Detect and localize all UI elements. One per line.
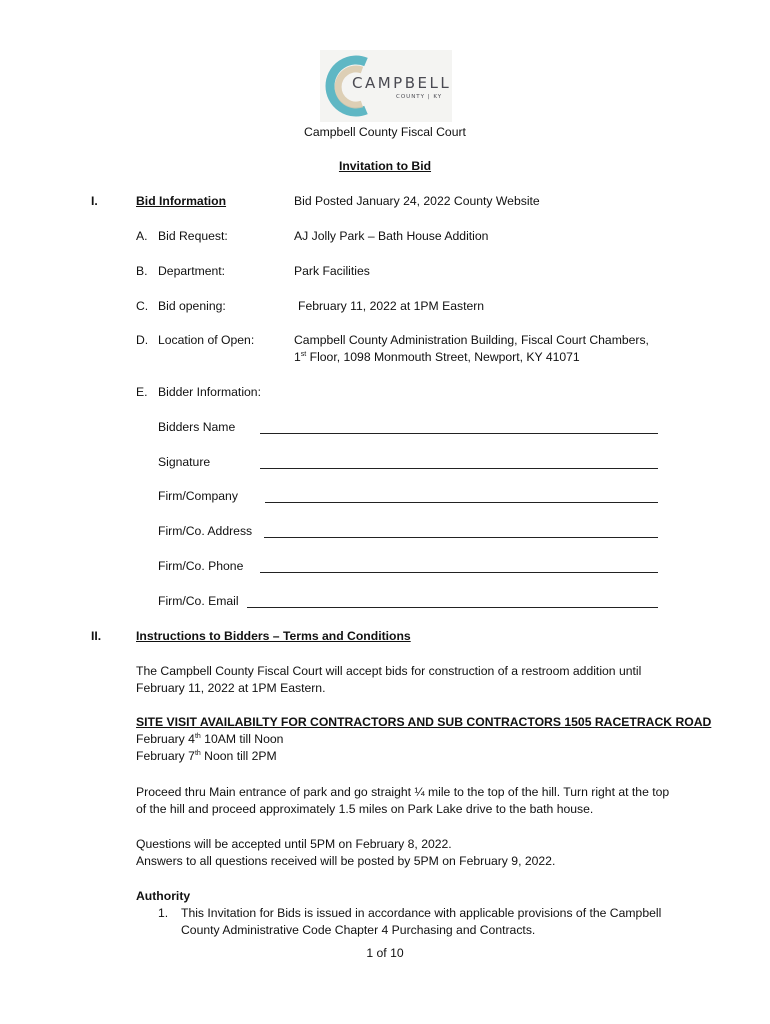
site-visit-date-2: February 7th Noon till 2PM — [136, 749, 277, 763]
field-label-signature: Signature — [158, 455, 211, 469]
firm-phone-line[interactable] — [260, 572, 658, 573]
questions-line-1: Questions will be accepted until 5PM on February 8, 2022. — [136, 837, 452, 851]
item-e-label: Bidder Information: — [158, 385, 261, 399]
item-c-value: February 11, 2022 at 1PM Eastern — [298, 299, 485, 313]
bid-posted: Bid Posted January 24, 2022 County Website — [294, 194, 540, 208]
item-b-letter: B. — [136, 264, 148, 278]
page-number: 1 of 10 — [366, 946, 404, 960]
section-2-heading: Instructions to Bidders – Terms and Conditions — [136, 629, 411, 643]
section-2-numeral: II. — [91, 629, 102, 643]
item-a-letter: A. — [136, 229, 148, 243]
field-label-firm-email: Firm/Co. Email — [158, 594, 239, 608]
logo-subtitle: COUNTY | KY — [396, 94, 443, 100]
logo-wordmark: CAMPBELL — [352, 74, 452, 92]
item-c-letter: C. — [136, 299, 149, 313]
authority-heading: Authority — [136, 889, 191, 903]
site-visit-date-1: February 4th 10AM till Noon — [136, 732, 284, 746]
site-visit-heading: SITE VISIT AVAILABILTY FOR CONTRACTORS AND SUB CONTRACTORS 1505 RACETRACK ROAD — [136, 715, 712, 729]
firm-email-line[interactable] — [247, 607, 658, 608]
field-label-firm-address: Firm/Co. Address — [158, 524, 253, 538]
intro-line-1: The Campbell County Fiscal Court will accept bids for construction of a restroom addition until — [136, 664, 642, 678]
item-d-letter: D. — [136, 333, 149, 347]
authority-line-1: This Invitation for Bids is issued in accordance with applicable provisions of the Campbell — [181, 906, 662, 920]
item-d-value-line2: 1st Floor, 1098 Monmouth Street, Newport, KY 41071 — [294, 350, 580, 364]
bidders-name-line[interactable] — [260, 433, 658, 434]
item-c-label: Bid opening: — [158, 299, 226, 313]
section-1-numeral: I. — [91, 194, 98, 208]
directions-line-2: of the hill and proceed approximately 1.5 miles on Park Lake drive to the bath house. — [136, 802, 594, 816]
questions-line-2: Answers to all questions received will be posted by 5PM on February 9, 2022. — [136, 854, 556, 868]
field-label-bidders-name: Bidders Name — [158, 420, 236, 434]
intro-line-2: February 11, 2022 at 1PM Eastern. — [136, 681, 326, 695]
item-d-value: Campbell County Administration Building, Fiscal Court Chambers, — [294, 333, 649, 347]
org-name: Campbell County Fiscal Court — [304, 125, 466, 139]
firm-address-line[interactable] — [264, 537, 658, 538]
field-label-firm-company: Firm/Company — [158, 489, 238, 503]
item-a-value: AJ Jolly Park – Bath House Addition — [294, 229, 489, 243]
item-b-value: Park Facilities — [294, 264, 370, 278]
authority-line-2: County Administrative Code Chapter 4 Purchasing and Contracts. — [181, 923, 536, 937]
signature-line[interactable] — [260, 468, 658, 469]
item-a-label: Bid Request: — [158, 229, 228, 243]
item-b-label: Department: — [158, 264, 226, 278]
authority-item-number: 1. — [158, 906, 169, 920]
page-title: Invitation to Bid — [338, 159, 432, 173]
firm-company-line[interactable] — [265, 502, 658, 503]
directions-line-1: Proceed thru Main entrance of park and go straight ¼ mile to the top of the hill. Turn right at the top — [136, 785, 670, 799]
section-1-heading: Bid Information — [136, 194, 227, 208]
item-d-label: Location of Open: — [158, 333, 255, 347]
item-e-letter: E. — [136, 385, 148, 399]
field-label-firm-phone: Firm/Co. Phone — [158, 559, 244, 573]
